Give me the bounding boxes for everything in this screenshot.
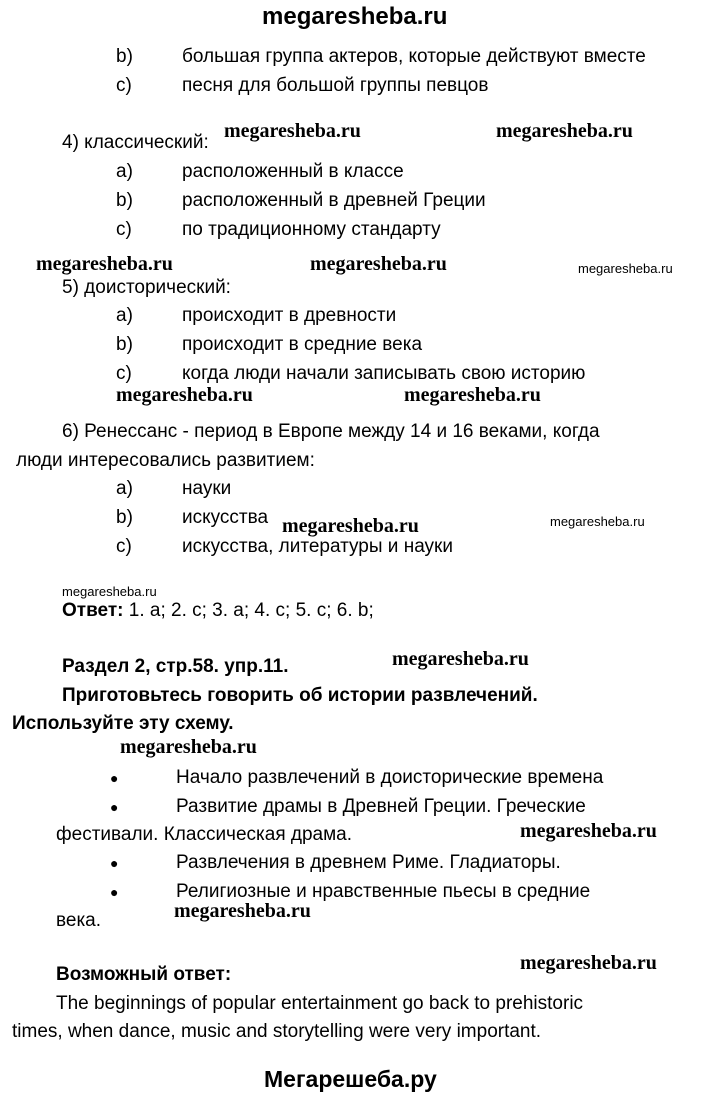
question-5-label: 5) доисторический:	[62, 277, 231, 298]
site-footer: Мегарешеба.ру	[264, 1066, 437, 1092]
watermark: megaresheba.ru	[310, 253, 447, 275]
option-letter: c)	[116, 363, 132, 384]
bullet-text: Развлечения в древнем Риме. Гладиаторы.	[176, 852, 561, 873]
task-line-2: Используйте эту схему.	[12, 713, 234, 734]
bullet-icon: ●	[110, 855, 119, 871]
option-letter: b)	[116, 46, 133, 67]
answer-text: 1. a; 2. c; 3. a; 4. c; 5. c; 6. b;	[123, 600, 374, 621]
watermark: megaresheba.ru	[36, 253, 173, 275]
answer-label: Ответ:	[62, 600, 124, 621]
option-text: расположенный в древней Греции	[182, 190, 486, 211]
section-title: Раздел 2, стр.58. упр.11.	[62, 656, 289, 677]
option-text: песня для большой группы певцов	[182, 75, 489, 96]
option-text: науки	[182, 478, 232, 499]
bullet-text-continued: века.	[56, 910, 102, 931]
question-6-line-2: люди интересовались развитием:	[16, 450, 315, 471]
bullet-icon: ●	[110, 799, 119, 815]
bullet-icon: ●	[110, 884, 119, 900]
option-letter: b)	[116, 507, 133, 528]
question-4-label: 4) классический:	[62, 132, 209, 153]
bullet-text: Религиозные и нравственные пьесы в средние	[176, 881, 591, 902]
watermark: megaresheba.ru	[520, 952, 657, 974]
option-text: искусства, литературы и науки	[182, 536, 453, 557]
watermark: megaresheba.ru	[496, 120, 633, 142]
watermark: megaresheba.ru	[120, 736, 257, 758]
option-letter: c)	[116, 219, 132, 240]
bullet-text: Начало развлечений в доисторические времена	[176, 767, 604, 788]
option-text: искусства	[182, 507, 269, 528]
watermark: megaresheba.ru	[282, 515, 419, 537]
watermark-small: megaresheba.ru	[550, 514, 645, 529]
option-letter: a)	[116, 478, 133, 499]
option-letter: c)	[116, 536, 132, 557]
task-line-1: Приготовьтесь говорить об истории развлечений.	[62, 685, 538, 706]
bullet-text: Развитие драмы в Древней Греции. Греческие	[176, 796, 586, 817]
site-header: megaresheba.ru	[262, 3, 448, 30]
watermark: megaresheba.ru	[520, 820, 657, 842]
option-text: расположенный в классе	[182, 161, 404, 182]
option-text: по традиционному стандарту	[182, 219, 441, 240]
option-text: происходит в древности	[182, 305, 397, 326]
possible-answer-line-2: times, when dance, music and storytelling were very important.	[12, 1021, 542, 1042]
watermark: megaresheba.ru	[174, 900, 311, 922]
watermark-small: megaresheba.ru	[62, 584, 157, 599]
bullet-text-continued: фестивали. Классическая драма.	[56, 824, 353, 845]
watermark: megaresheba.ru	[404, 384, 541, 406]
watermark: megaresheba.ru	[116, 384, 253, 406]
question-6-line-1: 6) Ренессанс - период в Европе между 14 и 16 веками, когда	[62, 421, 600, 442]
option-text: происходит в средние века	[182, 334, 423, 355]
bullet-icon: ●	[110, 770, 119, 786]
option-letter: b)	[116, 190, 133, 211]
watermark: megaresheba.ru	[224, 120, 361, 142]
option-text: большая группа актеров, которые действуют вместе	[182, 46, 646, 67]
watermark-small: megaresheba.ru	[578, 261, 673, 276]
watermark: megaresheba.ru	[392, 648, 529, 670]
option-letter: a)	[116, 305, 133, 326]
option-letter: b)	[116, 334, 133, 355]
possible-answer-line-1: The beginnings of popular entertainment go back to prehistoric	[56, 993, 584, 1014]
option-letter: c)	[116, 75, 132, 96]
option-letter: a)	[116, 161, 133, 182]
option-text: когда люди начали записывать свою историю	[182, 363, 586, 384]
answer-line	[62, 600, 374, 622]
possible-answer-label: Возможный ответ:	[56, 964, 232, 985]
